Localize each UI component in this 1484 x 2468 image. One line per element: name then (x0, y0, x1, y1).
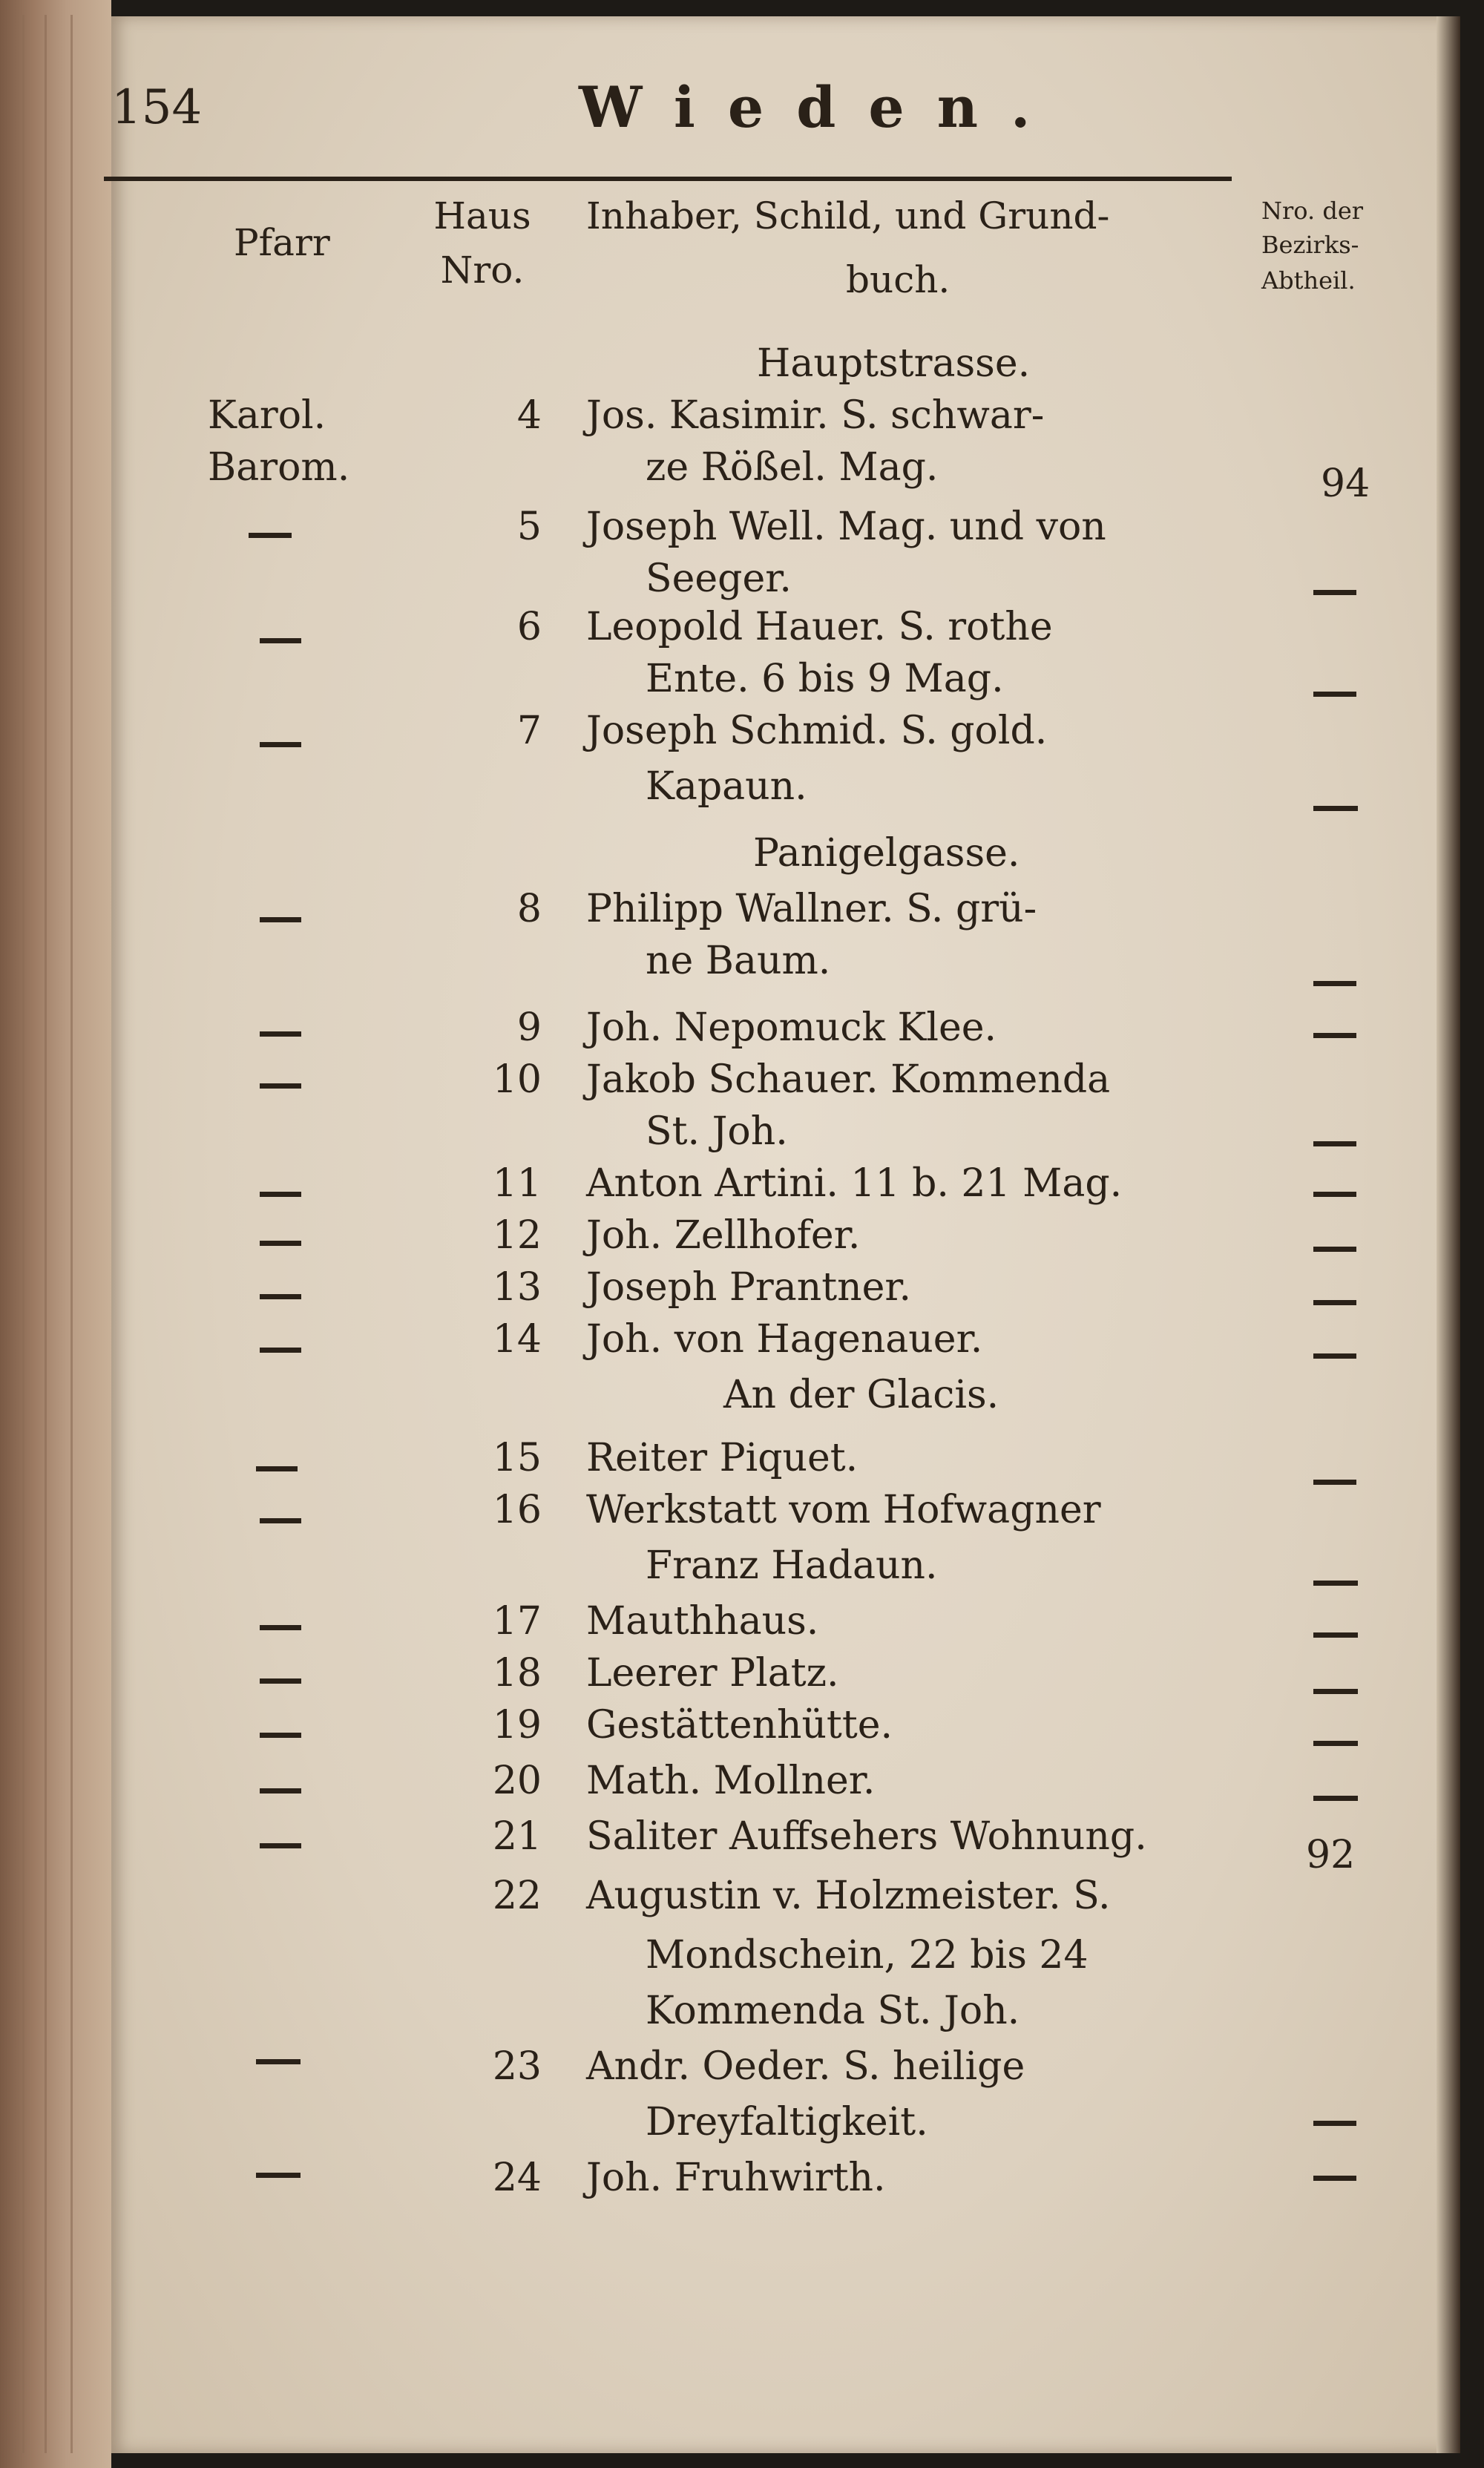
ditto-mark (1313, 1033, 1356, 1038)
entry-text: Math. Mollner. (586, 1759, 876, 1803)
ditto-mark (1313, 1192, 1356, 1197)
ditto-mark (1313, 692, 1356, 697)
ditto-mark (260, 917, 301, 922)
entry-text: Philipp Wallner. S. grü- (586, 887, 1037, 931)
entry-text: Mondschein, 22 bis 24 (646, 1933, 1089, 1978)
ditto-mark (1313, 2176, 1356, 2181)
ditto-mark (260, 1843, 301, 1848)
entry-text: Gestättenhütte. (586, 1703, 893, 1747)
ditto-mark (1313, 1632, 1358, 1638)
entry-house-number: 10 (492, 1057, 542, 1102)
entry-text: Augustin v. Holzmeister. S. (586, 1874, 1111, 1918)
entry-house-number: 18 (492, 1651, 542, 1696)
ditto-mark (260, 1083, 301, 1089)
entry-text: Joseph Well. Mag. und von (586, 505, 1106, 549)
entry-text: Leerer Platz. (586, 1651, 839, 1696)
ditto-mark (1313, 1741, 1358, 1746)
entry-house-number: 8 (516, 887, 542, 931)
entry-text: Joseph Prantner. (586, 1265, 912, 1310)
entry-house-number: 17 (492, 1599, 542, 1644)
entry-house-number: 15 (492, 1436, 542, 1480)
ditto-mark (260, 1294, 301, 1299)
ditto-mark (256, 2173, 301, 2178)
entry-text: Joh. Nepomuck Klee. (586, 1005, 997, 1050)
entry-text: Leopold Hauer. S. rothe (586, 605, 1053, 649)
ditto-mark (1313, 1247, 1356, 1252)
ditto-mark (256, 2059, 301, 2064)
page-title: Wieden. (579, 74, 1063, 140)
ditto-mark (260, 1348, 301, 1353)
ditto-mark (1313, 2121, 1356, 2126)
ditto-mark (1313, 1300, 1356, 1305)
column-header-inhaber: Inhaber, Schild, und Grund- (586, 194, 1110, 237)
page-number: 154 (111, 80, 203, 135)
column-header-bezirk-3: Abtheil. (1261, 266, 1356, 295)
ditto-mark (1313, 806, 1358, 811)
header-rule (104, 177, 1232, 181)
ditto-mark (260, 1625, 301, 1630)
ditto-mark (260, 638, 301, 643)
entry-house-number: 23 (492, 2044, 542, 2089)
entry-text: Jakob Schauer. Kommenda (586, 1057, 1111, 1102)
entry-text: ne Baum. (646, 939, 831, 983)
ditto-mark (1313, 1796, 1358, 1801)
ditto-mark (1313, 1353, 1356, 1359)
ditto-mark (1313, 1480, 1356, 1485)
entry-house-number: 19 (492, 1703, 542, 1747)
entry-bezirk-number: 92 (1306, 1833, 1356, 1877)
ditto-mark (1313, 590, 1356, 595)
ditto-mark (249, 533, 292, 538)
entry-house-number: 9 (516, 1005, 542, 1050)
entry-house-number: 14 (492, 1317, 542, 1362)
section-panigelgasse: Panigelgasse. (753, 831, 1020, 876)
entry-house-number: 7 (516, 709, 542, 753)
entry-house-number: 5 (516, 505, 542, 549)
entry-house-number: 13 (492, 1265, 542, 1310)
entry-house-number: 24 (492, 2156, 542, 2200)
entry-text: Joh. Fruhwirth. (586, 2156, 886, 2200)
entry-text: Reiter Piquet. (586, 1436, 858, 1480)
entry-house-number: 12 (492, 1213, 542, 1258)
ditto-mark (1313, 981, 1356, 986)
entry-house-number: 22 (492, 1874, 542, 1918)
column-header-pfarr: Pfarr (234, 221, 330, 264)
column-header-bezirk-2: Bezirks- (1261, 231, 1359, 259)
ditto-mark (260, 1678, 301, 1684)
entry-text: Mauthhaus. (586, 1599, 819, 1644)
entry-text: Seeger. (646, 557, 792, 601)
entry-house-number: 21 (492, 1814, 542, 1859)
entry-house-number: 20 (492, 1759, 542, 1803)
ditto-mark (1313, 1581, 1358, 1586)
section-hauptstrasse: Hauptstrasse. (757, 341, 1031, 386)
entry-house-number: 6 (516, 605, 542, 649)
ditto-mark (260, 1733, 301, 1738)
ditto-mark (260, 1788, 301, 1793)
section-an-der-glacis: An der Glacis. (723, 1373, 999, 1417)
entry-house-number: 11 (492, 1161, 542, 1206)
ditto-mark (260, 1518, 301, 1523)
entry-pfarr: Karol. (208, 393, 326, 438)
entry-text: Anton Artini. 11 b. 21 Mag. (586, 1161, 1123, 1206)
entry-house-number: 4 (516, 393, 542, 438)
entry-text: Andr. Oeder. S. heilige (586, 2044, 1025, 2089)
entry-text: ze Rößel. Mag. (646, 445, 939, 490)
entry-text: St. Joh. (646, 1109, 788, 1154)
entry-bezirk-number: 94 (1321, 462, 1370, 506)
entry-house-number: 16 (492, 1488, 542, 1532)
entry-text: Kapaun. (646, 764, 807, 809)
entry-text: Saliter Auffsehers Wohnung. (586, 1814, 1147, 1859)
column-header-bezirk-1: Nro. der (1261, 197, 1364, 225)
column-header-nro: Nro. (440, 249, 525, 292)
column-header-grundbuch: buch. (846, 258, 951, 301)
ditto-mark (1313, 1689, 1358, 1694)
ditto-mark (1313, 1141, 1356, 1146)
ditto-mark (260, 1192, 301, 1197)
ditto-mark (260, 1031, 301, 1037)
ditto-mark (256, 1466, 298, 1471)
entry-text: Ente. 6 bis 9 Mag. (646, 657, 1004, 701)
entry-text: Joh. Zellhofer. (586, 1213, 861, 1258)
book-page-edge (0, 0, 111, 2468)
page-spine-shadow (1437, 16, 1460, 2453)
ditto-mark (260, 742, 301, 747)
entry-text: Joh. von Hagenauer. (586, 1317, 983, 1362)
entry-text: Jos. Kasimir. S. schwar- (586, 393, 1045, 438)
entry-text: Kommenda St. Joh. (646, 1989, 1020, 2033)
entry-pfarr: Barom. (208, 445, 350, 490)
entry-text: Joseph Schmid. S. gold. (586, 709, 1048, 753)
ditto-mark (260, 1241, 301, 1246)
entry-text: Franz Hadaun. (646, 1543, 938, 1588)
column-header-haus: Haus (433, 194, 531, 237)
entry-text: Dreyfaltigkeit. (646, 2100, 928, 2144)
entry-text: Werkstatt vom Hofwagner (586, 1488, 1101, 1532)
